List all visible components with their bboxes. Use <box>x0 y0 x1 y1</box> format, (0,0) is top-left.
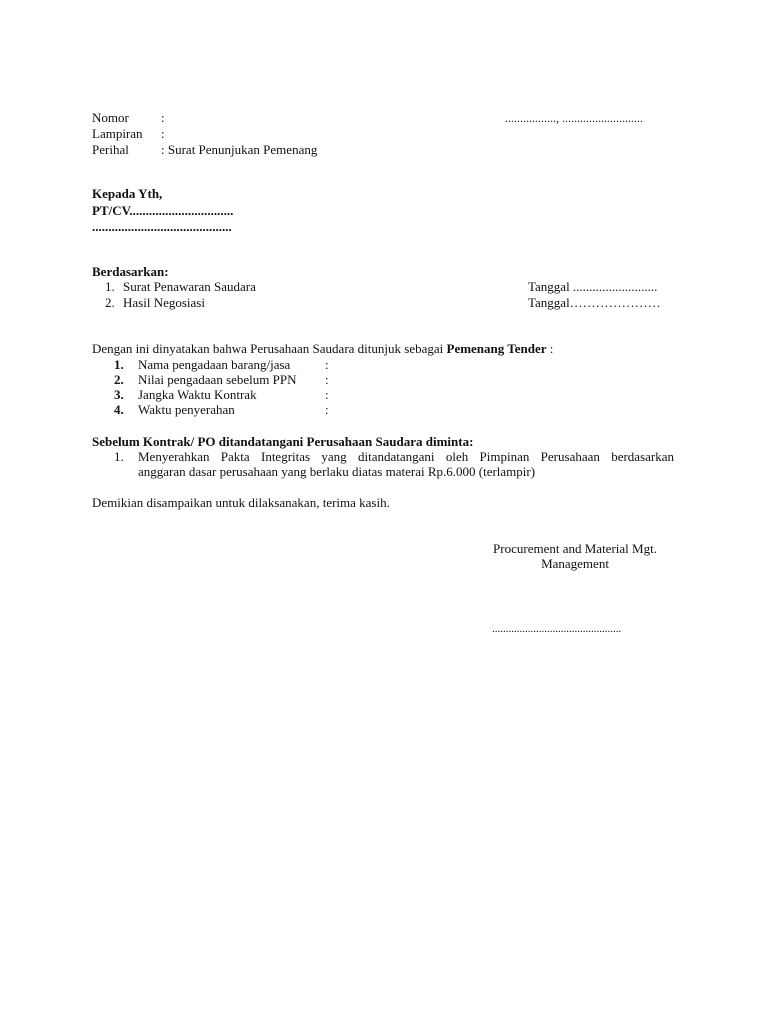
perihal-value: : Surat Penunjukan Pemenang <box>161 142 318 157</box>
lampiran-colon: : <box>161 126 165 141</box>
signature-line: ............................................... <box>492 623 622 635</box>
recipient-salutation: Kepada Yth, <box>92 186 163 201</box>
requirement-heading: Sebelum Kontrak/ PO ditandatangani Perusahaan Saudara diminta: <box>92 434 474 449</box>
statement-item-label: Nama pengadaan barang/jasa <box>138 357 291 372</box>
statement-item-label: Jangka Waktu Kontrak <box>138 387 257 402</box>
signature-title-line1: Procurement and Material Mgt. <box>493 541 657 556</box>
statement-item-colon: : <box>325 387 329 402</box>
statement-text-bold: Pemenang Tender <box>446 341 547 356</box>
statement-item-colon: : <box>325 372 329 387</box>
basis-item-num: 1. <box>105 279 115 294</box>
basis-item-date: Tanggal………………… <box>528 295 661 310</box>
recipient-address: ........................................... <box>92 219 232 234</box>
statement-item-num: 2. <box>114 372 124 387</box>
statement-item-label: Nilai pengadaan sebelum PPN <box>138 372 297 387</box>
recipient-company: PT/CV................................ <box>92 203 234 218</box>
requirement-item-num: 1. <box>114 449 124 464</box>
requirement-item-line2: anggaran dasar perusahaan yang berlaku diatas materai Rp.6.000 (terlampir) <box>138 464 536 479</box>
statement-item-label: Waktu penyerahan <box>138 402 235 417</box>
statement-text-after: : <box>546 341 554 356</box>
basis-item-date: Tanggal .......................... <box>528 279 658 294</box>
basis-heading: Berdasarkan: <box>92 264 169 279</box>
place-date: ................., ........................... <box>505 111 643 125</box>
statement-item-num: 1. <box>114 357 124 372</box>
statement-paragraph <box>92 341 553 357</box>
nomor-colon: : <box>161 110 165 125</box>
perihal-label: Perihal <box>92 142 129 157</box>
statement-item-num: 3. <box>114 387 124 402</box>
closing-text: Demikian disampaikan untuk dilaksanakan, terima kasih. <box>92 495 390 510</box>
lampiran-label: Lampiran <box>92 126 143 141</box>
basis-item-text: Hasil Negosiasi <box>123 295 205 310</box>
requirement-item-line1: Menyerahkan Pakta Integritas yang ditandatangani oleh Pimpinan Perusahaan berdasarkan <box>138 449 674 464</box>
signature-title-line2: Management <box>541 556 609 571</box>
statement-item-colon: : <box>325 402 329 417</box>
statement-text-before: Dengan ini dinyatakan bahwa Perusahaan Saudara ditunjuk sebagai <box>92 341 447 356</box>
statement-item-colon: : <box>325 357 329 372</box>
nomor-label: Nomor <box>92 110 129 125</box>
basis-item-text: Surat Penawaran Saudara <box>123 279 256 294</box>
statement-item-num: 4. <box>114 402 124 417</box>
basis-item-num: 2. <box>105 295 115 310</box>
